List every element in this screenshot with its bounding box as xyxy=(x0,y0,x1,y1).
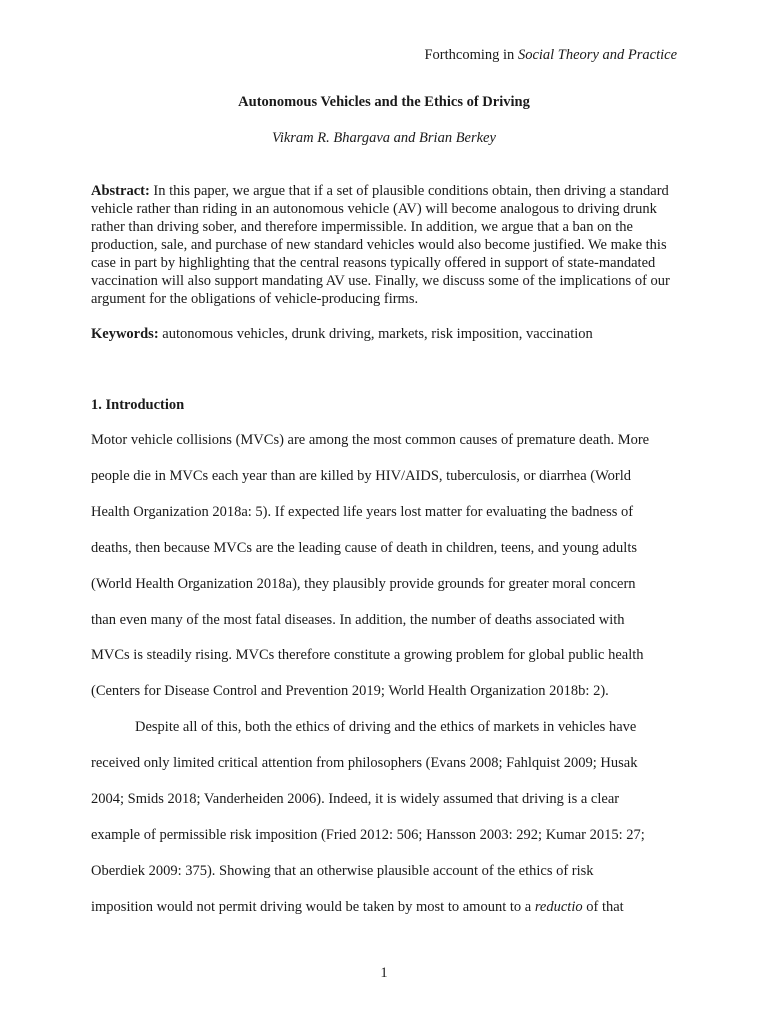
last-line-italic: reductio xyxy=(534,899,583,915)
last-line-text-before: imposition would not permit driving would be taken by most to amount to a xyxy=(91,899,535,915)
running-header xyxy=(424,47,677,64)
body-line: Health Organization 2018a: 5). If expected life years lost matter for evaluating the badness of xyxy=(91,504,634,520)
body-line: Oberdiek 2009: 375). Showing that an otherwise plausible account of the ethics of risk xyxy=(91,863,594,879)
body-line: MVCs is steadily rising. MVCs therefore constitute a growing problem for global public health xyxy=(91,647,644,663)
keywords-label: Keywords: xyxy=(91,326,159,342)
body-line: Despite all of this, both the ethics of driving and the ethics of markets in vehicles have xyxy=(135,719,637,735)
paper-authors: Vikram R. Bhargava and Brian Berkey xyxy=(272,130,496,146)
body-line: people die in MVCs each year than are killed by HIV/AIDS, tuberculosis, or diarrhea (World xyxy=(91,468,632,484)
page-number: 1 xyxy=(380,965,388,981)
running-header-prefix: Forthcoming in xyxy=(424,47,518,63)
paper-title: Autonomous Vehicles and the Ethics of Driving xyxy=(238,94,530,110)
keywords xyxy=(91,325,685,343)
abstract-text: In this paper, we argue that if a set of plausible conditions obtain, then driving a standard vehicle rather than riding in an autonomous vehicle (AV) will become analogous to driving drunk rather than driving sober, and therefore impermissible. In addition, we argue that a ban on the production, sale, and purchase of new standard vehicles would also become justified. We make this case in part by highlighting that the central reasons typically offered in support of state-mandated vaccination will also support mandating AV use. Finally, we discuss some of the implications of our argument for the obligations of vehicle-producing firms. xyxy=(91,183,670,307)
abstract-label: Abstract: xyxy=(91,183,150,199)
keywords-text: autonomous vehicles, drunk driving, markets, risk imposition, vaccination xyxy=(158,326,593,342)
body-line: example of permissible risk imposition (Fried 2012: 506; Hansson 2003: 292; Kumar 2015: 27; xyxy=(91,827,645,843)
body-line: (Centers for Disease Control and Prevention 2019; World Health Organization 2018b: 2). xyxy=(91,683,609,699)
last-line-text-after: of that xyxy=(582,899,624,915)
section-heading: 1. Introduction xyxy=(91,397,185,413)
body-line: (World Health Organization 2018a), they plausibly provide grounds for greater moral concern xyxy=(91,576,636,592)
body-line: deaths, then because MVCs are the leading cause of death in children, teens, and young adults xyxy=(91,540,637,556)
journal-name: Social Theory and Practice xyxy=(517,47,677,63)
abstract xyxy=(91,182,685,308)
body-line-last xyxy=(91,898,624,916)
body-line: 2004; Smids 2018; Vanderheiden 2006). Indeed, it is widely assumed that driving is a clear xyxy=(91,791,620,807)
body-line: than even many of the most fatal diseases. In addition, the number of deaths associated with xyxy=(91,612,625,628)
body-line: Motor vehicle collisions (MVCs) are among the most common causes of premature death. More xyxy=(91,432,650,448)
body-line: received only limited critical attention from philosophers (Evans 2008; Fahlquist 2009; Husak xyxy=(91,755,638,771)
